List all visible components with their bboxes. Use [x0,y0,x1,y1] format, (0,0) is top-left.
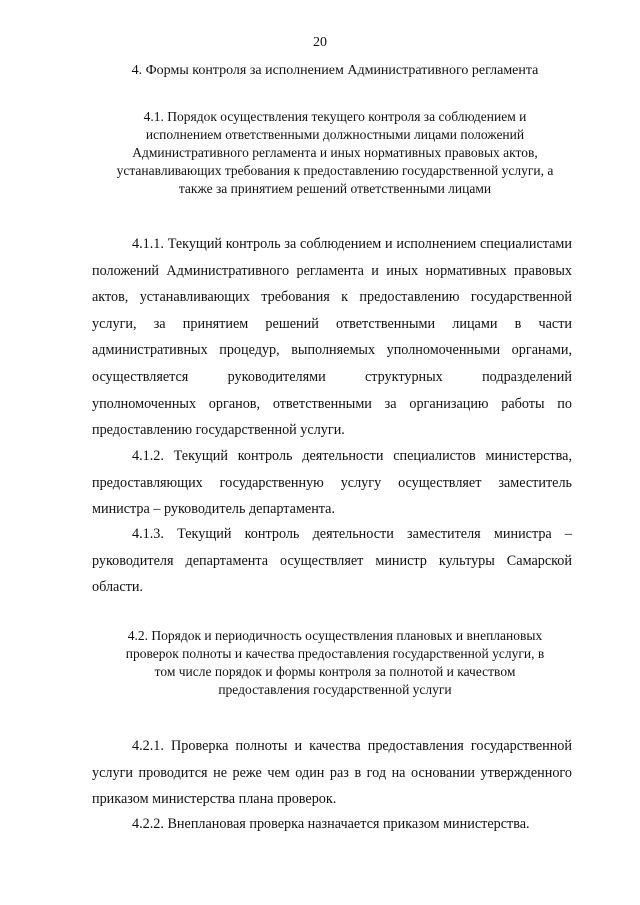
section-title: 4. Формы контроля за исполнением Административного регламента [131,63,539,78]
paragraph-4-2-1: 4.2.1. Проверка полноты и качества предоставления государственной услуги проводится не реже чем один раз в год на основании утвержденного приказом министерства плана проверок. [92,738,572,808]
subsection-4-2-title: 4.2. Порядок и периодичность осуществления плановых и внеплановых проверок полноты и качества предоставления государственной услуги, в том числе порядок и формы контроля за полнотой и качеством предоставления государственной услуги [125,628,545,697]
paragraph-4-1-3: 4.1.3. Текущий контроль деятельности заместителя министра – руководителя департамента осуществляет министр культуры Самарской области. [92,526,572,596]
paragraph-4-1-1: 4.1.1. Текущий контроль за соблюдением и исполнением специалистами положений Административного регламента и иных нормативных правовых актов, устанавливающих требования к предоставлению государственной услуги, за принятием решений ответственными лицами в части административных процедур, выполняемых уполномоченными органами, осуществляется руководителями структурных подразделений уполномоченных органов, ответственными за организацию работы по предоставлению государственной услуги. [92,236,572,439]
paragraph-4-2-2: 4.2.2. Внеплановая проверка назначается приказом министерства. [132,816,530,832]
paragraph-4-1-2: 4.1.2. Текущий контроль деятельности специалистов министерства, предоставляющих государственную услугу осуществляет заместитель министра – руководитель департамента. [92,448,572,518]
subsection-4-1-title: 4.1. Порядок осуществления текущего контроля за соблюдением и исполнением ответственными должностными лицами положений Административного регламента и иных нормативных правовых актов, устанавливающих требования к предоставлению государственной услуги, а также за принятием решений ответственными лицами [116,109,554,196]
page-number: 20 [313,35,327,50]
